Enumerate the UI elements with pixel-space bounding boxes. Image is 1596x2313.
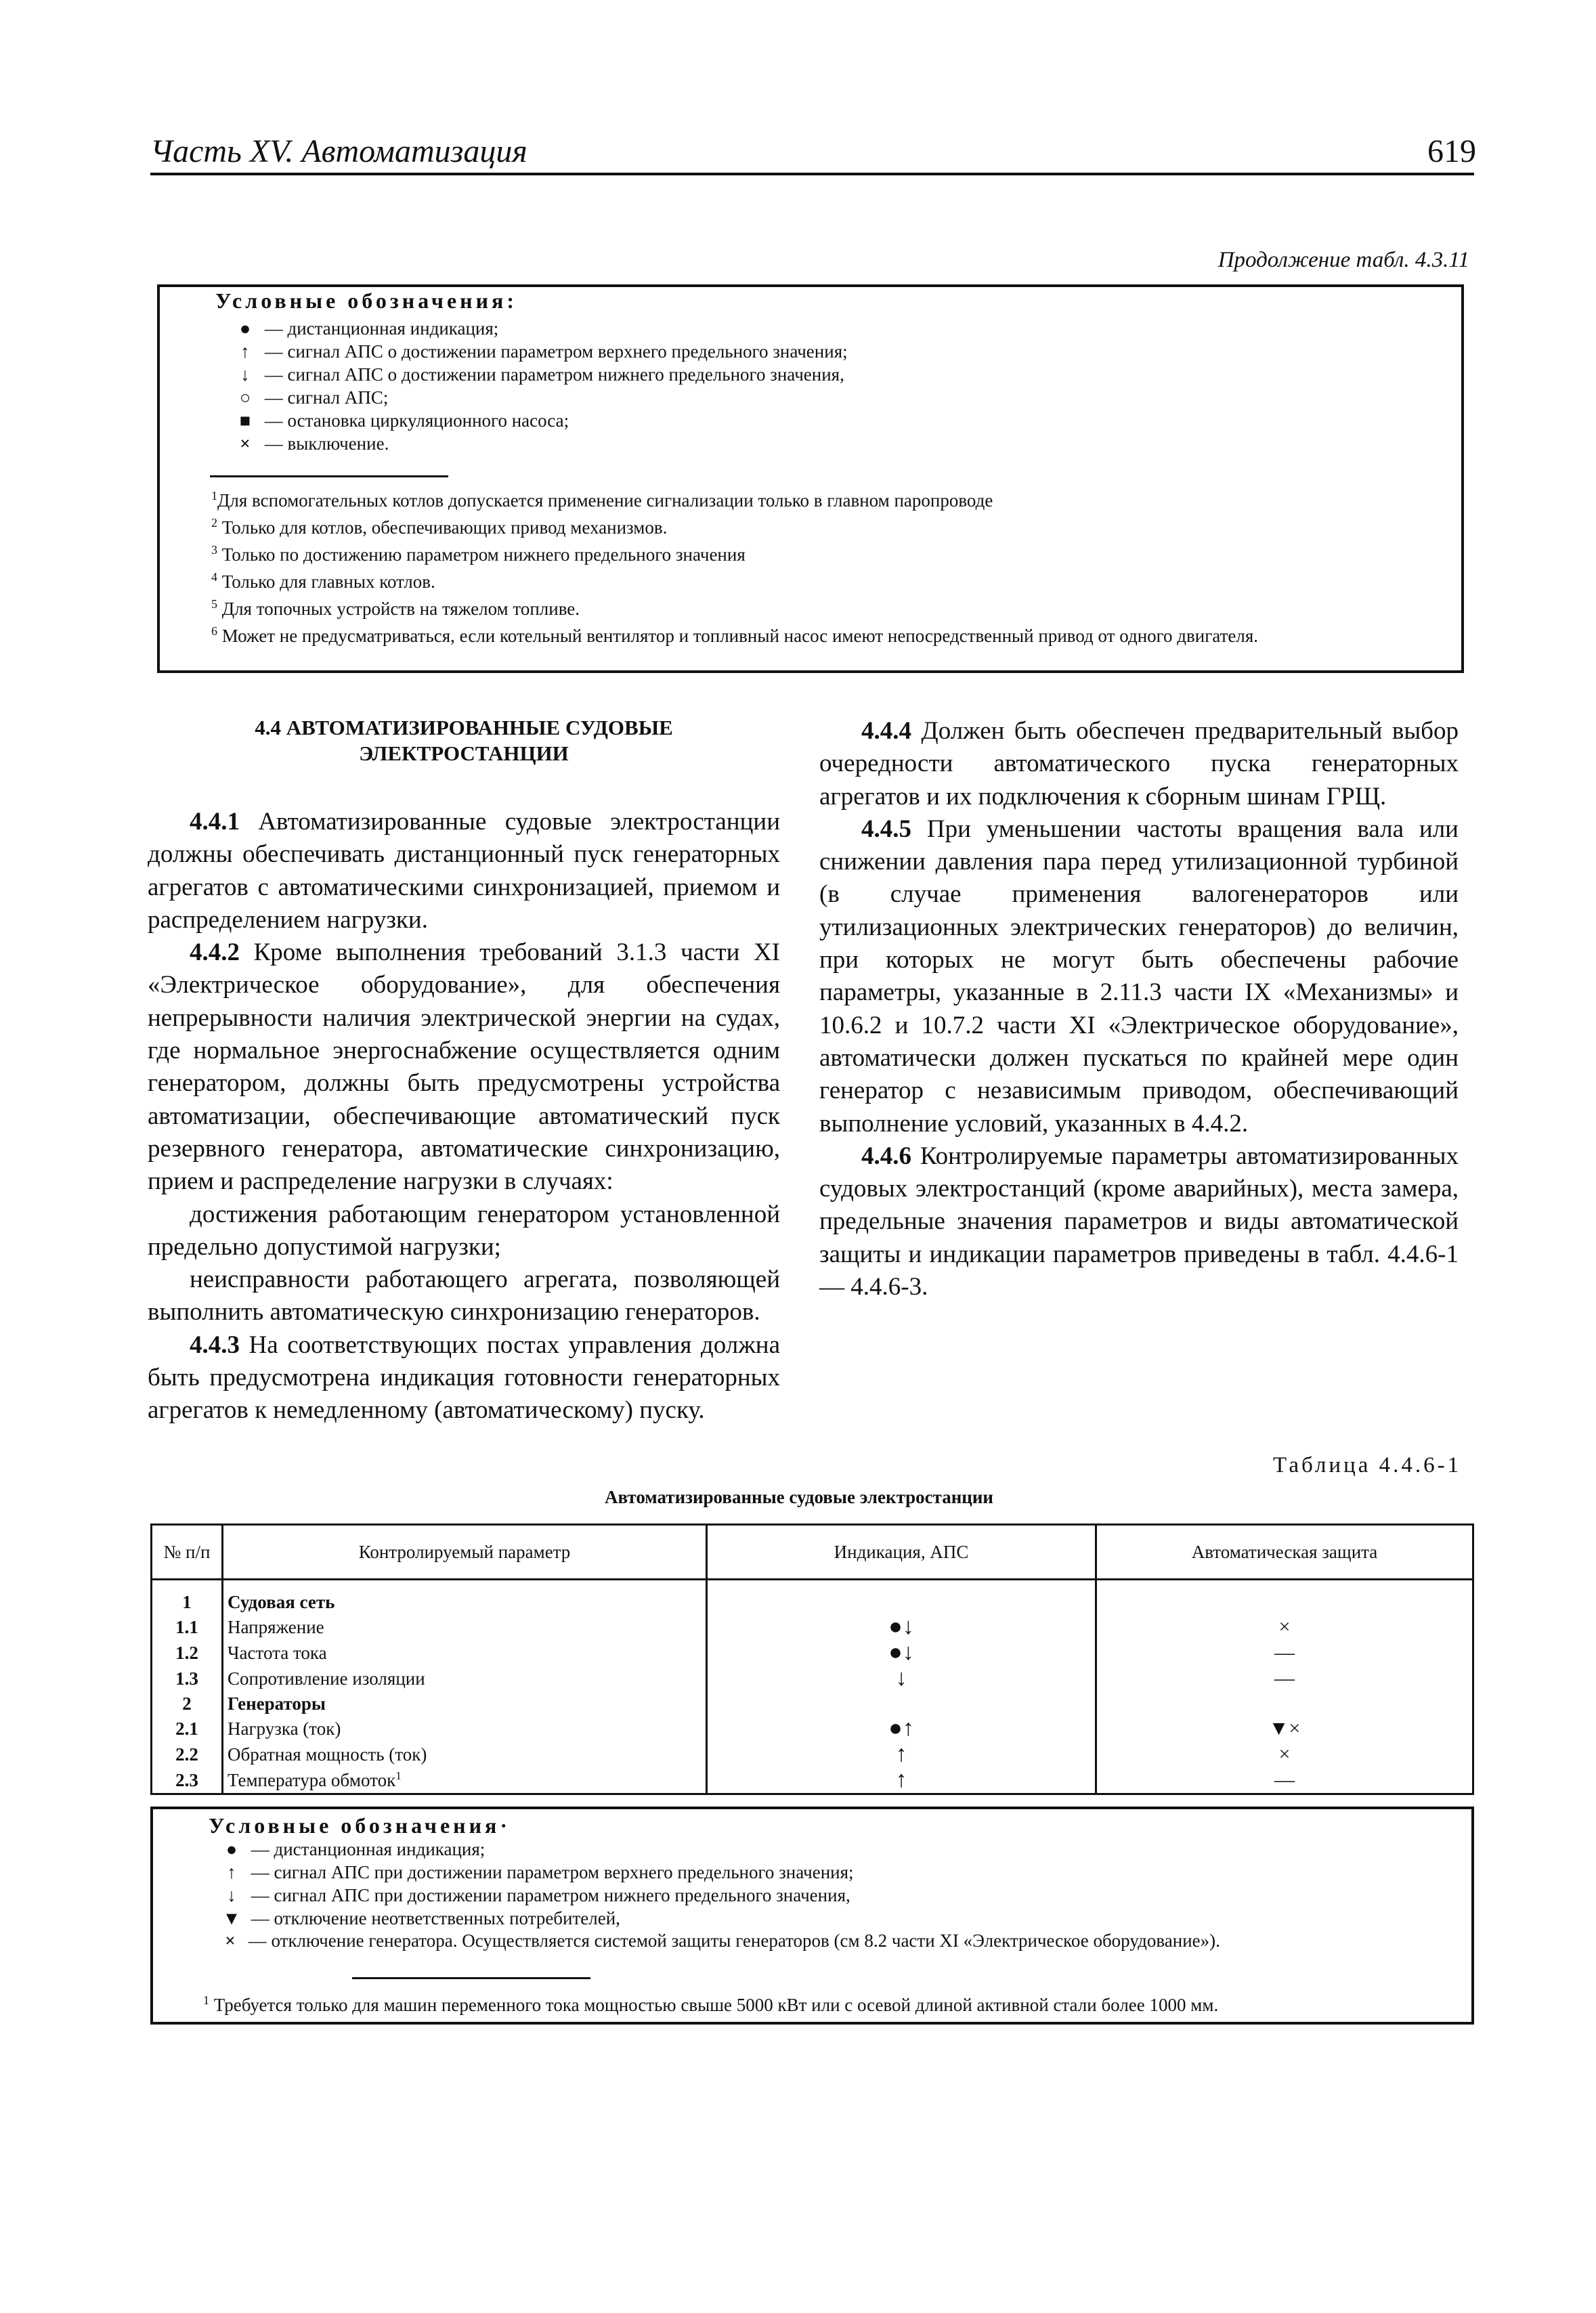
table-row: 1.3 Сопротивление изоляции ↓ — bbox=[152, 1666, 1473, 1691]
running-header-title: Часть XV. Автоматизация bbox=[150, 133, 527, 169]
footnote-rule-2 bbox=[352, 1977, 590, 1979]
section-title: 4.4 АВТОМАТИЗИРОВАННЫЕ СУДОВЫЕ ЭЛЕКТРОСТАНЦИИ bbox=[255, 716, 673, 765]
paragraph-4-4-2: 4.4.2 Кроме выполнения требований 3.1.3 части XI «Электрическое оборудование», для обеспечения непрерывности наличия электрической энергии на судах, где нормальное энергоснабжение осуществляется одним генератором, должны быть предусмотрены устройства автоматизации, обеспечивающие автоматический пуск резервного генератора, автоматические синхронизацию, прием и распределение нагрузки в случаях: bbox=[148, 938, 781, 1196]
header-rule bbox=[150, 173, 1474, 175]
table-header-row bbox=[152, 1525, 1473, 1580]
paragraph-4-4-6: 4.4.6 Контролируемые параметры автоматизированных судовых электростанций (кроме аварийных), места замера, предельные значения параметров и виды автоматической защиты и индикации параметров приведены в табл. 4.4.6-1 — 4.4.6-3. bbox=[819, 1142, 1459, 1301]
legend-1-item: ↓ — сигнал АПС о достижении параметром нижнего предельного значения, bbox=[240, 364, 844, 385]
legend-2-last-item: × — отключение генератора. Осуществляется системой защиты генераторов (см 8.2 части XI «Электрическое оборудование»). bbox=[225, 1930, 1220, 1951]
table-row: 1.1 Напряжение ●↓ × bbox=[152, 1614, 1473, 1640]
legend-2-item: ↓ — сигнал АПС при достижении параметром нижнего предельного значения, bbox=[227, 1885, 850, 1905]
footnote: $^5$ Для топочных устройств на тяжелом топливе. bbox=[211, 597, 580, 619]
legend-1-item: ↑ — сигнал АПС о достижении параметром верхнего предельного значения; bbox=[240, 341, 848, 362]
table-caption: Автоматизированные судовые электростанции bbox=[605, 1487, 993, 1507]
paragraph-4-4-2-b: неисправности работающего агрегата, позволяющей выполнить автоматическую синхронизацию генераторов. bbox=[148, 1266, 780, 1326]
legend-1-item: ○ — сигнал АПС; bbox=[239, 387, 389, 408]
header-cell: Автоматическая защита bbox=[1096, 1525, 1473, 1580]
paragraph-4-4-2-a: достижения работающим генератором установленной предельно допустимой нагрузки; bbox=[148, 1200, 780, 1261]
legend-2-item: ↑ — сигнал АПС при достижении параметром верхнего предельного значения; bbox=[227, 1862, 854, 1882]
legend-1-footnotes bbox=[165, 485, 1452, 647]
page-number: 619 bbox=[1427, 133, 1476, 169]
legend-1-item: ■ — остановка циркуляционного насоса; bbox=[239, 410, 569, 431]
table-row: 2.1 Нагрузка (ток) ●↑ ▼× bbox=[152, 1716, 1473, 1742]
table-name: Таблица 4.4.6-1 bbox=[1273, 1453, 1462, 1477]
legend-2-list bbox=[217, 1838, 854, 1930]
legend-1-list bbox=[230, 317, 848, 455]
paragraph-4-4-4: 4.4.4 Должен быть обеспечен предварительный выбор очередности автоматического пуска генераторных агрегатов и их подключения к сборным шинам ГРЩ. bbox=[819, 717, 1459, 810]
header-cell: № п/п bbox=[152, 1525, 223, 1580]
legend-2-item: ▼ — отключение неответственных потребителей, bbox=[222, 1908, 620, 1928]
paragraph-4-4-3: 4.4.3 На соответствующих постах управления должна быть предусмотрена индикация готовности генераторных агрегатов к немедленному (автоматическому) пуску. bbox=[148, 1331, 780, 1425]
footnote: $^1$Для вспомогательных котлов допускается применение сигнализации только в главном паропроводе bbox=[211, 489, 993, 511]
paragraph-4-4-1: 4.4.1 Автоматизированные судовые электростанции должны обеспечивать дистанционный пуск генераторных агрегатов с автоматическими синхронизацией, приемом и распределением нагрузки. bbox=[148, 808, 780, 934]
legend-1-title: Условные обозначения: bbox=[215, 288, 517, 313]
footnote-rule bbox=[210, 475, 448, 477]
footnote: $^6$ Может не предусматриваться, если котельный вентилятор и топливный насос имеют непосредственный привод от одного двигателя. bbox=[211, 624, 1259, 646]
parameters-table bbox=[150, 1523, 1474, 1795]
table-row: 1.2 Частота тока ●↓ — bbox=[152, 1640, 1473, 1666]
table-row: 1 Судовая сеть bbox=[152, 1580, 1473, 1615]
legend-1-item: × — выключение. bbox=[240, 433, 389, 454]
table-row: 2.3 Температура обмоток$^1$ ↑ — bbox=[152, 1767, 1473, 1794]
table-row: 2 Генераторы bbox=[152, 1691, 1473, 1716]
legend-2-item: ● — дистанционная индикация; bbox=[225, 1839, 486, 1859]
footnote: $^4$ Только для главных котлов. bbox=[211, 570, 435, 592]
header-cell: Индикация, АПС bbox=[707, 1525, 1096, 1580]
legend-2-title: Условные обозначения· bbox=[209, 1813, 511, 1838]
footnote: $^2$ Только для котлов, обеспечивающих привод механизмов. bbox=[211, 516, 668, 538]
legend-1-item: ● — дистанционная индикация; bbox=[239, 318, 499, 339]
table-continuation-note: Продолжение табл. 4.3.11 bbox=[1217, 248, 1469, 272]
right-column bbox=[819, 715, 1459, 1303]
left-column bbox=[148, 715, 780, 1427]
table-row: 2.2 Обратная мощность (ток) ↑ × bbox=[152, 1742, 1473, 1767]
table-footnote: $^1$ Требуется только для машин переменного тока мощностью свыше 5000 кВт или с осевой длиной активной стали более 1000 мм. bbox=[203, 1993, 1219, 2015]
paragraph-4-4-5: 4.4.5 При уменьшении частоты вращения вала или снижении давления пара перед утилизационной турбиной (в случае применения валогенераторов или утилизационных электрических генераторов) до величин, при которых не могут быть обеспечены рабочие параметры, указанные в 2.11.3 части IX «Механизмы» и 10.6.2 и 10.7.2 части XI «Электрическое оборудование», автоматически должен пускаться по крайней мере один генератор с независимым приводом, обеспечивающий выполнение условий, указанных в 4.4.2. bbox=[819, 815, 1459, 1138]
header-cell: Контролируемый параметр bbox=[223, 1525, 707, 1580]
footnote: $^3$ Только по достижению параметром нижнего предельного значения bbox=[211, 543, 746, 565]
